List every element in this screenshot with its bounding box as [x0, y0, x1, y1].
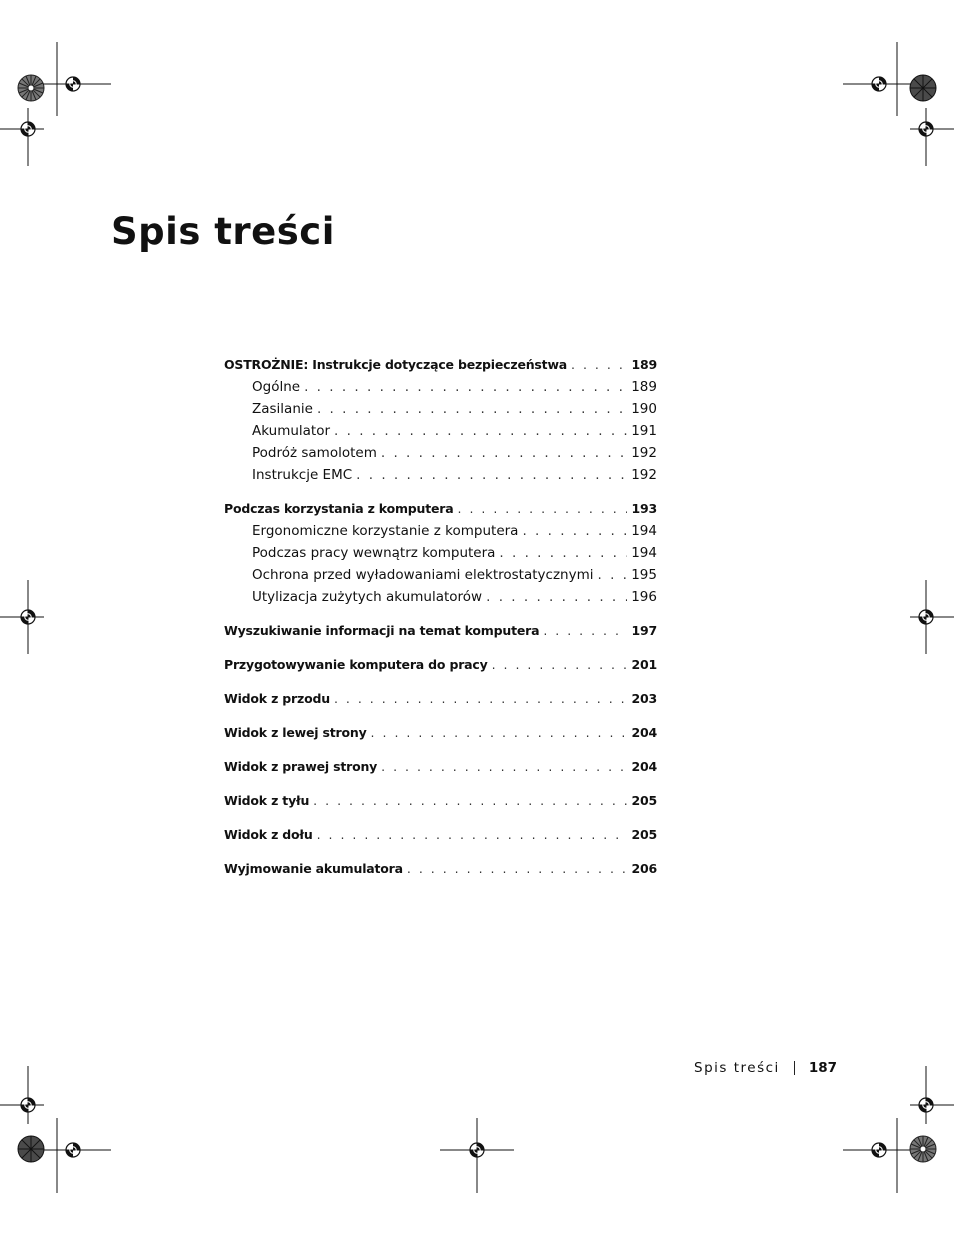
toc-entry-label: Widok z tyłu: [224, 793, 310, 808]
footer-separator: [794, 1061, 795, 1075]
toc-entry[interactable]: [224, 498, 657, 520]
toc-entry[interactable]: [224, 420, 657, 442]
toc-entry[interactable]: [224, 442, 657, 464]
toc-entry-label: Akumulator: [252, 423, 331, 439]
toc-entry-label: Przygotowywanie komputera do pracy: [224, 657, 488, 672]
toc-entry-page-number: 205: [631, 827, 657, 842]
toc-entry-label: Podróż samolotem: [252, 445, 377, 461]
toc-dot-leader: [543, 620, 627, 642]
toc-dot-leader: [458, 498, 628, 520]
toc-dot-leader: [317, 824, 627, 846]
toc-entry-label: Widok z dołu: [224, 827, 313, 842]
toc-entry[interactable]: [224, 722, 657, 744]
toc-entry-page-number: 206: [631, 861, 657, 876]
toc-entry-page-number: 192: [631, 467, 657, 483]
toc-entry[interactable]: [224, 520, 657, 542]
toc-entry-page-number: 189: [631, 379, 657, 395]
toc-entry-label: Zasilanie: [252, 401, 313, 417]
toc-entry[interactable]: [224, 756, 657, 778]
toc-entry-page-number: 194: [631, 523, 657, 539]
toc-entry-page-number: 197: [631, 623, 657, 638]
toc-entry-page-number: 193: [631, 501, 657, 516]
toc-dot-leader: [313, 790, 627, 812]
toc-dot-leader: [571, 354, 627, 376]
toc-entry-label: Ogólne: [252, 379, 301, 395]
page-title: Spis treści: [111, 210, 335, 253]
toc-entry-page-number: 196: [631, 589, 657, 605]
toc-dot-leader: [381, 442, 627, 464]
toc-dot-leader: [371, 722, 627, 744]
toc-entry[interactable]: [224, 398, 657, 420]
toc-entry-label: Widok z przodu: [224, 691, 330, 706]
toc-entry[interactable]: [224, 858, 657, 880]
toc-entry-label: Ochrona przed wyładowaniami elektrostatycznymi: [252, 567, 594, 583]
toc-entry[interactable]: [224, 654, 657, 676]
toc-entry-page-number: 195: [631, 567, 657, 583]
toc-entry-label: Podczas pracy wewnątrz komputera: [252, 545, 496, 561]
footer-page-number: 187: [808, 1060, 837, 1076]
toc-dot-leader: [381, 756, 627, 778]
toc-entry-label: Podczas korzystania z komputera: [224, 501, 454, 516]
toc-entry[interactable]: [224, 790, 657, 812]
toc-dot-leader: [486, 586, 627, 608]
page-footer: [694, 1060, 837, 1076]
toc-entry[interactable]: [224, 620, 657, 642]
toc-entry-label: Utylizacja zużytych akumulatorów: [252, 589, 483, 605]
toc-entry-page-number: 190: [631, 401, 657, 417]
toc-dot-leader: [304, 376, 627, 398]
toc-entry[interactable]: [224, 354, 657, 376]
toc-dot-leader: [598, 564, 628, 586]
toc-entry[interactable]: [224, 542, 657, 564]
toc-entry[interactable]: [224, 688, 657, 710]
toc-entry[interactable]: [224, 824, 657, 846]
toc-entry-page-number: 204: [631, 725, 657, 740]
toc-entry-label: Instrukcje EMC: [252, 467, 353, 483]
toc-dot-leader: [407, 858, 627, 880]
toc-dot-leader: [334, 688, 627, 710]
toc-entry[interactable]: [224, 586, 657, 608]
toc-entry-page-number: 192: [631, 445, 657, 461]
toc-entry-label: Wyszukiwanie informacji na temat komputera: [224, 623, 540, 638]
toc-entry-page-number: 191: [631, 423, 657, 439]
toc-dot-leader: [356, 464, 627, 486]
toc-entry-label: Widok z prawej strony: [224, 759, 378, 774]
toc-dot-leader: [492, 654, 627, 676]
toc-dot-leader: [499, 542, 627, 564]
toc-entry-page-number: 189: [631, 357, 657, 372]
toc-entry[interactable]: [224, 564, 657, 586]
toc-entry-page-number: 203: [631, 691, 657, 706]
toc-dot-leader: [334, 420, 627, 442]
toc-entry-label: Wyjmowanie akumulatora: [224, 861, 403, 876]
toc-entry[interactable]: [224, 464, 657, 486]
toc-entry-label: Widok z lewej strony: [224, 725, 367, 740]
table-of-contents: [224, 354, 657, 880]
toc-entry-page-number: 204: [631, 759, 657, 774]
toc-entry[interactable]: [224, 376, 657, 398]
toc-entry-label: Ergonomiczne korzystanie z komputera: [252, 523, 519, 539]
toc-entry-page-number: 201: [631, 657, 657, 672]
toc-entry-page-number: 205: [631, 793, 657, 808]
toc-dot-leader: [317, 398, 627, 420]
toc-entry-page-number: 194: [631, 545, 657, 561]
toc-dot-leader: [522, 520, 627, 542]
toc-entry-label: OSTROŻNIE: Instrukcje dotyczące bezpieczeństwa: [224, 357, 568, 372]
footer-section-label: Spis treści: [694, 1060, 780, 1076]
